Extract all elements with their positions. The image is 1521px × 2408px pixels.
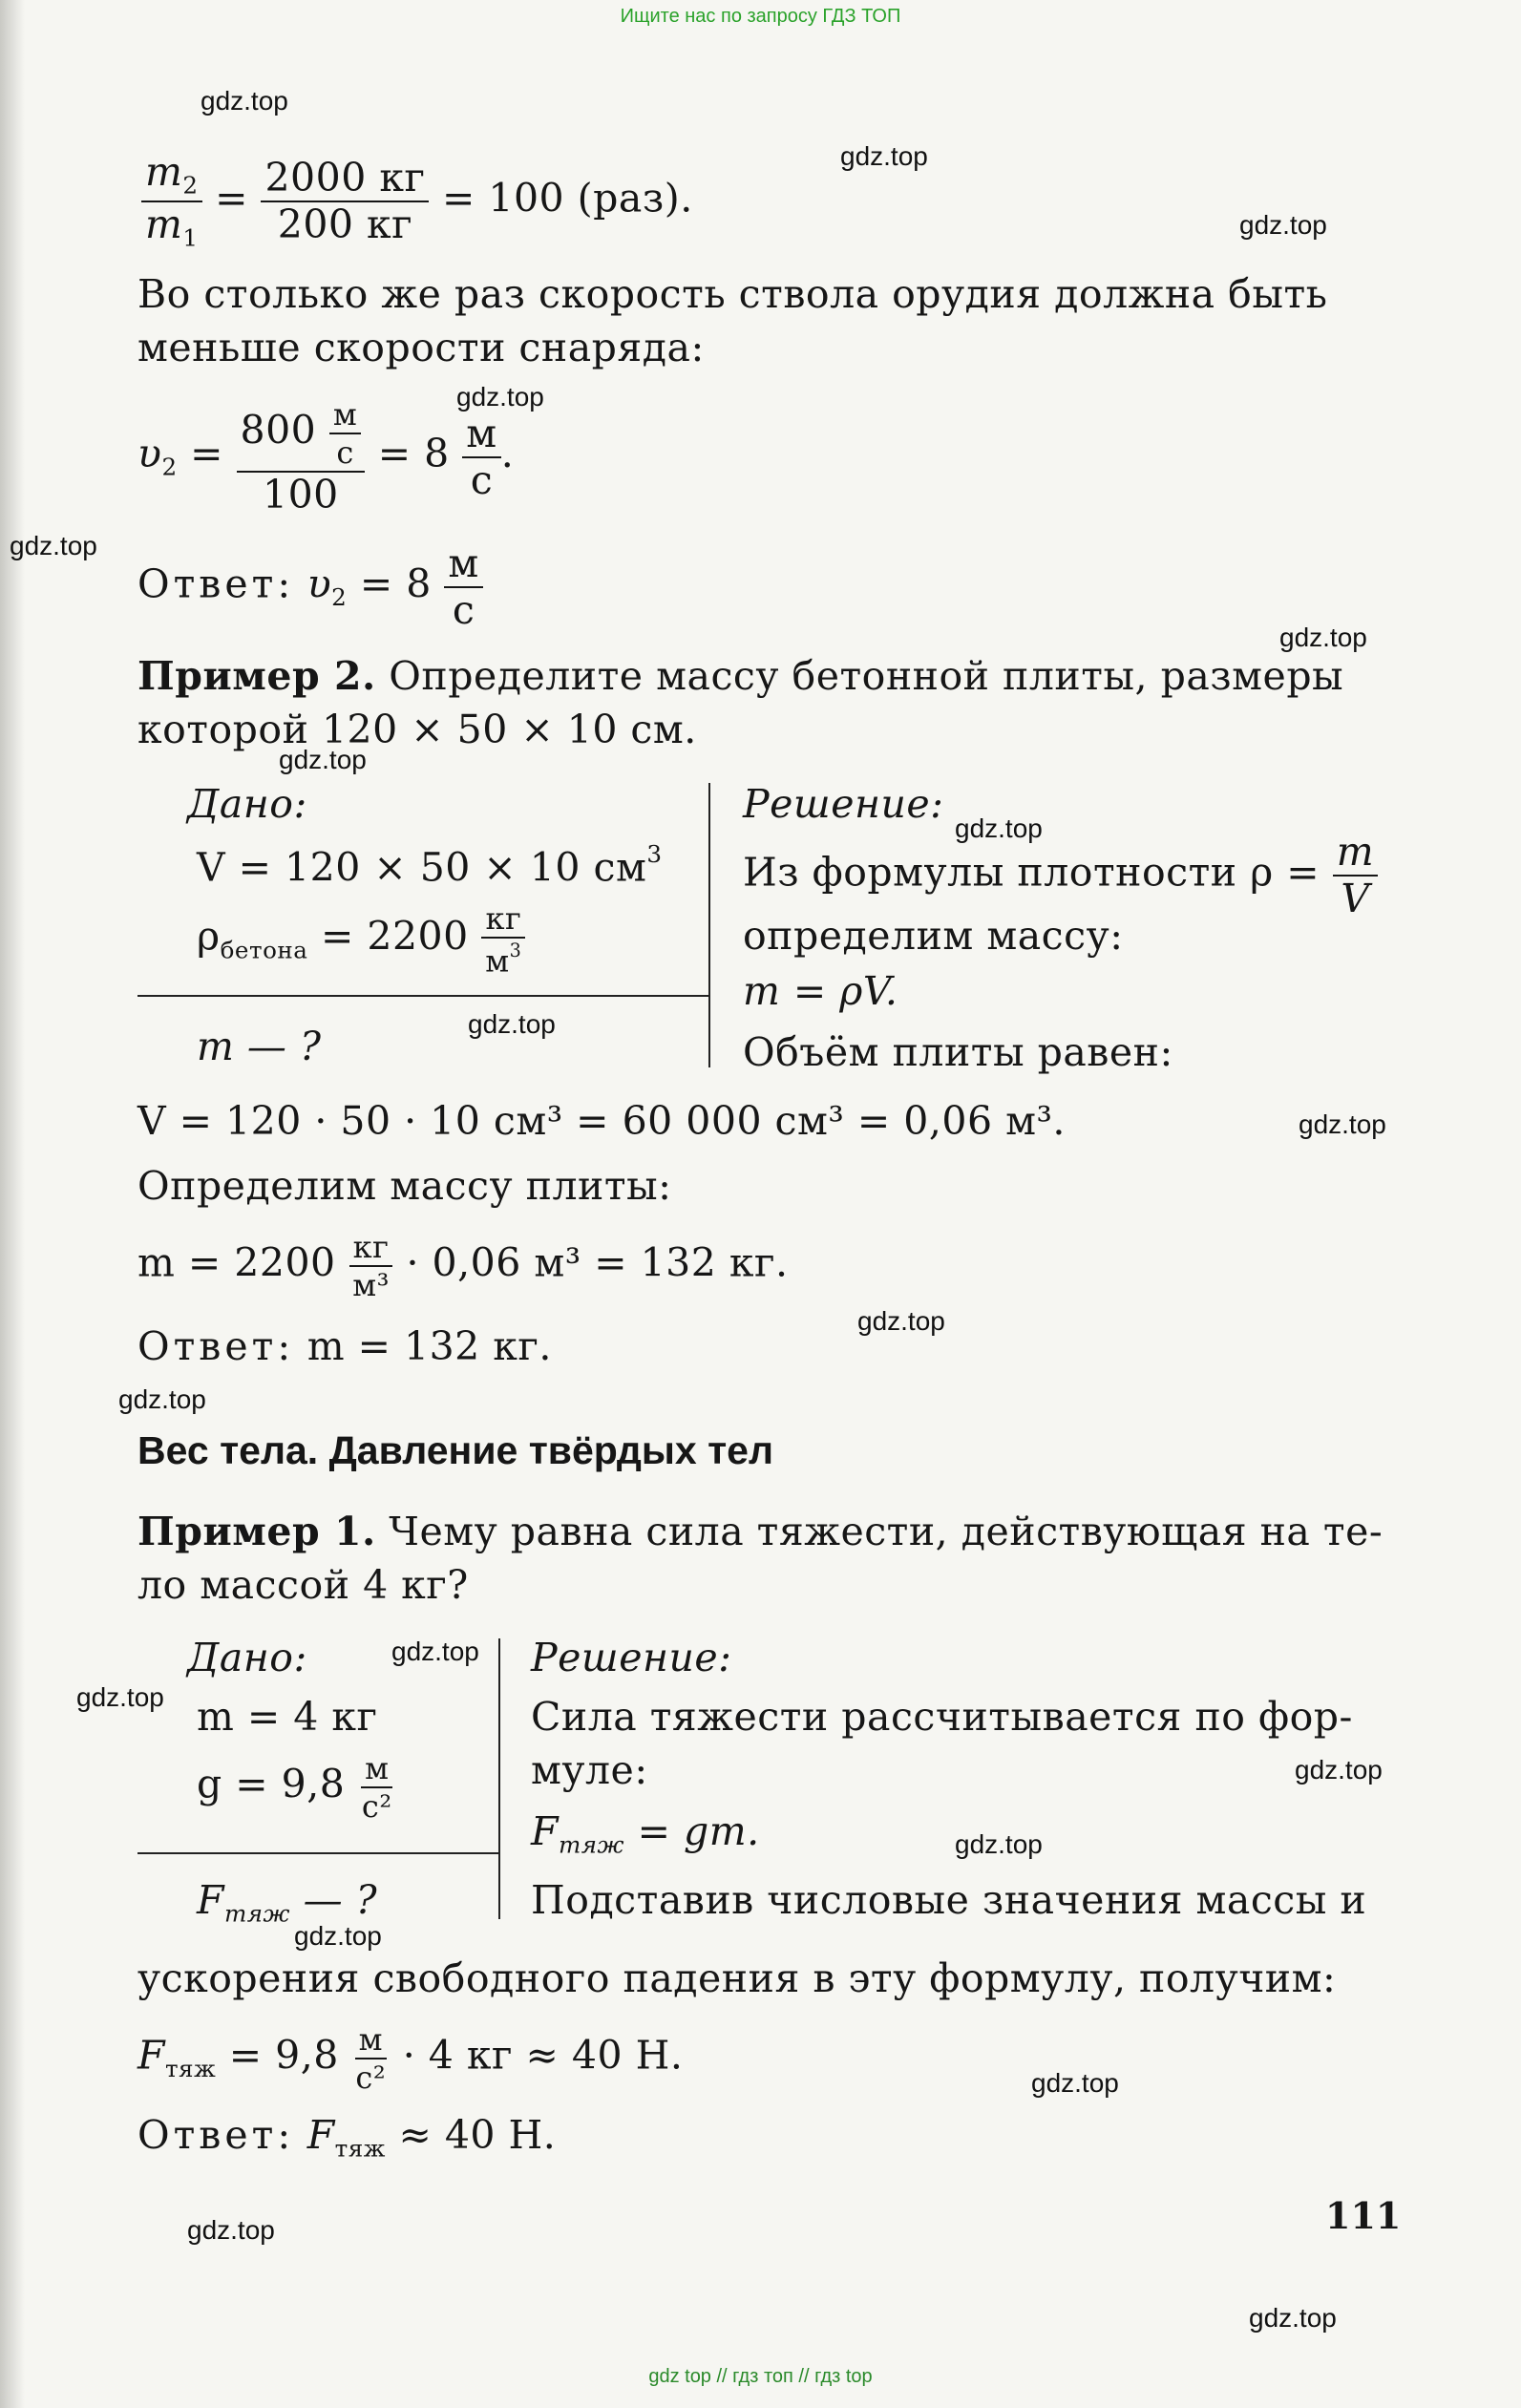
solution-line: муле: [531,1747,648,1793]
watermark: gdz.top [1239,210,1327,240]
bottom-banner[interactable]: gdz top // гдз топ // гдз top [648,2366,873,2387]
solution-formula: m = ρV. [743,968,898,1014]
solution-line: Сила тяжести рассчитывается по фор- [531,1694,1353,1740]
watermark: gdz.top [1299,1109,1386,1139]
force-calculation: $F_{тяж} = 9,8$ $\frac{м}{\text{с²}}$ · 4 кг ≈ 40 Н. [137,2021,684,2096]
watermark: gdz.top [1295,1755,1383,1785]
solution-divider [708,783,710,1067]
example-2-statement: Пример 2. Определите массу бетонной плиты, размеры [137,653,1344,699]
given-label: Дано: [187,1635,307,1680]
watermark: gdz.top [857,1306,945,1336]
velocity-equation: $\upsilon_2$ = 800 $\frac{м}{с}$ 100 = 8 $\frac{м}{с}$ . [137,396,515,518]
watermark: gdz.top [279,745,367,774]
watermark: gdz.top [201,86,288,116]
solution-label: Решение: [743,781,944,827]
answer-line: Ответ: m = 132 кг. [137,1323,552,1369]
watermark: gdz.top [187,2215,275,2245]
example-2-statement-line2: которой 120 × 50 × 10 см. [137,707,697,752]
watermark: gdz.top [118,1384,206,1414]
section-heading: Вес тела. Давление твёрдых тел [137,1428,773,1472]
paragraph-line: меньше скорости снаряда: [137,325,705,370]
find-force: $F_{тяж}$ — ? [197,1877,378,1928]
page-edge-shadow [0,0,25,2408]
given-divider [137,995,708,997]
given-gravity: g = 9,8 $\frac{м}{\text{с²}}$ [197,1750,392,1825]
page-number: 111 [1325,2194,1402,2237]
paragraph-line: Во столько же раз скорость ствола орудия должна быть [137,271,1328,317]
given-divider [137,1852,498,1854]
mass-calculation: m = 2200 $\frac{кг}{\text{м³}}$ · 0,06 м³ = 132 кг. [137,1229,789,1303]
top-banner[interactable]: Ищите нас по запросу ГДЗ ТОП [620,6,901,27]
watermark: gdz.top [1031,2068,1119,2098]
watermark: gdz.top [391,1637,479,1666]
solution-line: Подставив числовые значения массы и [531,1877,1367,1923]
watermark: gdz.top [1249,2303,1337,2333]
solution-line: Объём плиты равен: [743,1029,1173,1075]
answer-line: Ответ: $F_{тяж} \approx 40$ Н. [137,2112,557,2163]
answer-line: Ответ: $\upsilon_2 = 8$ $\frac{м}{с}$ [137,544,483,630]
solution-line: определим массу: [743,913,1124,959]
given-volume: V = 120 × 50 × 10 $см^3$ [197,840,663,891]
example-1-statement: Пример 1. Чему равна сила тяжести, действующая на те- [137,1509,1384,1554]
watermark: gdz.top [468,1009,556,1039]
watermark: gdz.top [76,1682,164,1712]
watermark: gdz.top [955,813,1043,843]
given-mass: m = 4 кг [197,1694,378,1740]
watermark: gdz.top [840,141,928,171]
example-1-statement-line2: ло массой 4 кг? [137,1562,469,1608]
solution-label: Решение: [531,1635,732,1680]
volume-calculation: V = 120 · 50 · 10 см³ = 60 000 см³ = 0,06 м³. [137,1098,1066,1144]
paragraph-line: Определим массу плиты: [137,1163,672,1209]
paragraph-line: ускорения свободного падения в эту формулу, получим: [137,1955,1337,2001]
solution-divider [498,1638,500,1919]
watermark: gdz.top [955,1829,1043,1859]
mass-ratio-equation: $\frac{m_2}{m_1}$ = $\frac{2000 кг}{200 кг}$ = 100 (раз). [141,153,693,250]
given-label: Дано: [187,781,307,827]
solution-line: Из формулы плотности ρ = $\frac{m}{V}$ [743,833,1378,919]
watermark: gdz.top [10,531,97,560]
watermark: gdz.top [1279,623,1367,652]
solution-formula: $F_{тяж}$ = gm. [531,1808,760,1859]
find-mass: m — ? [197,1024,322,1069]
watermark: gdz.top [294,1921,382,1951]
watermark: gdz.top [456,382,544,412]
given-density: $\rho_{бетона} = 2200$ $\frac{кг}{м^3}$ [197,903,525,976]
